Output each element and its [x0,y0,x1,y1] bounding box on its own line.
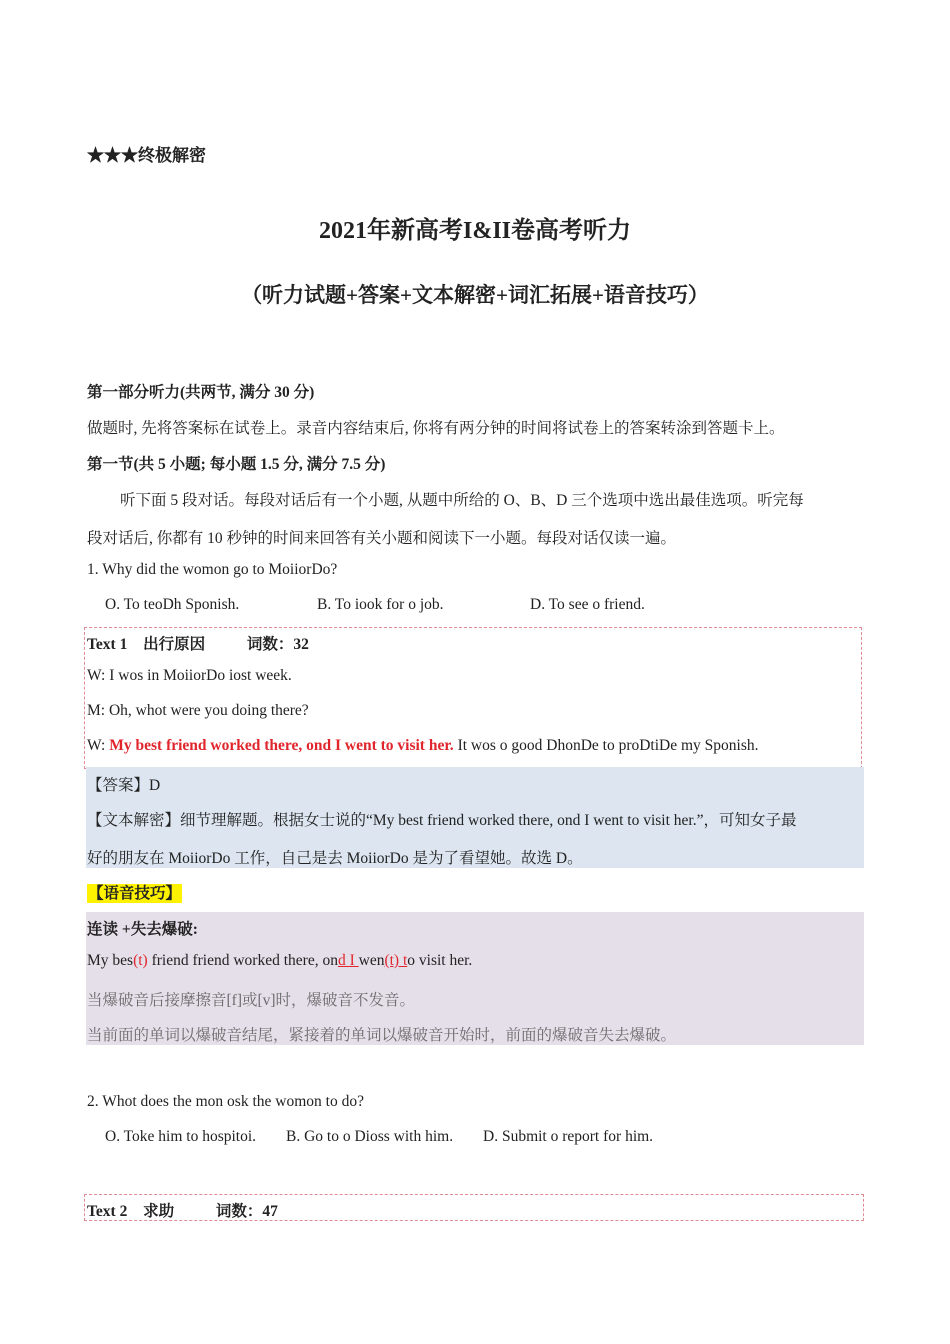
q2-option-a: O. Toke him to hospitoi. [105,1128,257,1145]
example-part: My bes [87,952,134,969]
example-part: friend friend worked there, on [147,952,338,969]
dialogue-line-3 [87,737,759,755]
text-2-label: Text 2 [87,1203,128,1220]
page-title: 2021年新高考I&II卷高考听力 [318,218,631,244]
text-2-header [87,1199,278,1221]
phonetics-label-wrap [87,881,182,903]
section-instruction-2: 段对话后, 你都有 10 秒钟的时间来回答有关小题和阅读下一小题。每段对话仅读一遍。 [87,530,677,547]
speaker: W: [87,737,106,754]
answer: 【答案】D [87,777,161,794]
phonetics-label: 【语音技巧】 [88,885,182,902]
utterance: I wos in MoiiorDo iost week. [109,667,292,684]
explanation-2: 好的朋友在 MoiiorDo 工作，自己是去 MoiiorDo 是为了看望她。故选 D。 [87,850,583,867]
doc-tag: ★★★终极解密 [87,146,206,165]
text-1-topic: 出行原因 [143,636,206,653]
q1-option-b: B. To iook for o job. [317,596,444,613]
key-sentence: My best friend worked there, ond I went to visit her. [109,737,454,754]
part-heading: 第一部分听力(共两节, 满分 30 分) [87,384,315,401]
dialogue-line-1 [87,667,292,685]
section-heading: 第一节(共 5 小题; 每小题 1.5 分, 满分 7.5 分) [87,456,386,473]
phonetics-rule-1: 当爆破音后接摩擦音[f]或[v]时，爆破音不发音。 [87,992,416,1009]
utterance: Oh, whot were you doing there? [108,702,309,719]
utterance: It wos o good DhonDe to proDtiDe my Sponish. [453,737,759,754]
speaker: M: [87,702,106,719]
example-part: o visit her. [407,952,473,969]
question-1: 1. Why did the womon go to MoiiorDo? [87,561,338,578]
q1-option-c: D. To see o friend. [530,596,645,613]
text-1-word-count: 词数：32 [246,636,309,653]
text-1-header [87,632,309,654]
speaker: W: [87,667,106,684]
q2-option-b: B. Go to o Dioss with him. [286,1128,454,1145]
page-subtitle: （听力试题+答案+文本解密+词汇拓展+语音技巧） [241,283,709,307]
example-mark: (t) t [384,952,408,969]
q1-option-a: O. To teoDh Sponish. [105,596,240,613]
example-part: wen [358,952,385,969]
dialogue-line-2 [87,702,309,720]
example-mark: d I [337,952,359,969]
phonetics-heading: 连读 +失去爆破: [87,921,198,938]
phonetics-rule-2: 当前面的单词以爆破音结尾，紧接着的单词以爆破音开始时，前面的爆破音失去爆破。 [87,1027,677,1044]
q2-option-c: D. Submit o report for him. [483,1128,654,1145]
part-instruction: 做题时, 先将答案标在试卷上。录音内容结束后, 你将有两分钟的时间将试卷上的答案转涂到答题卡上。 [87,420,785,437]
phonetics-example [87,952,472,970]
question-2: 2. Whot does the mon osk the womon to do? [87,1093,364,1110]
text-2-word-count: 词数：47 [215,1203,278,1220]
text-1-label: Text 1 [87,636,128,653]
section-instruction-1: 听下面 5 段对话。每段对话后有一个小题, 从题中所给的 O、B、D 三个选项中选出最佳选项。听完每 [120,492,804,509]
example-mark: (t) [133,952,148,969]
explanation-1: 【文本解密】细节理解题。根据女士说的“My best friend worked there, ond I went to visit her.”，可知女子最 [87,812,797,829]
text-2-topic: 求助 [143,1203,175,1220]
